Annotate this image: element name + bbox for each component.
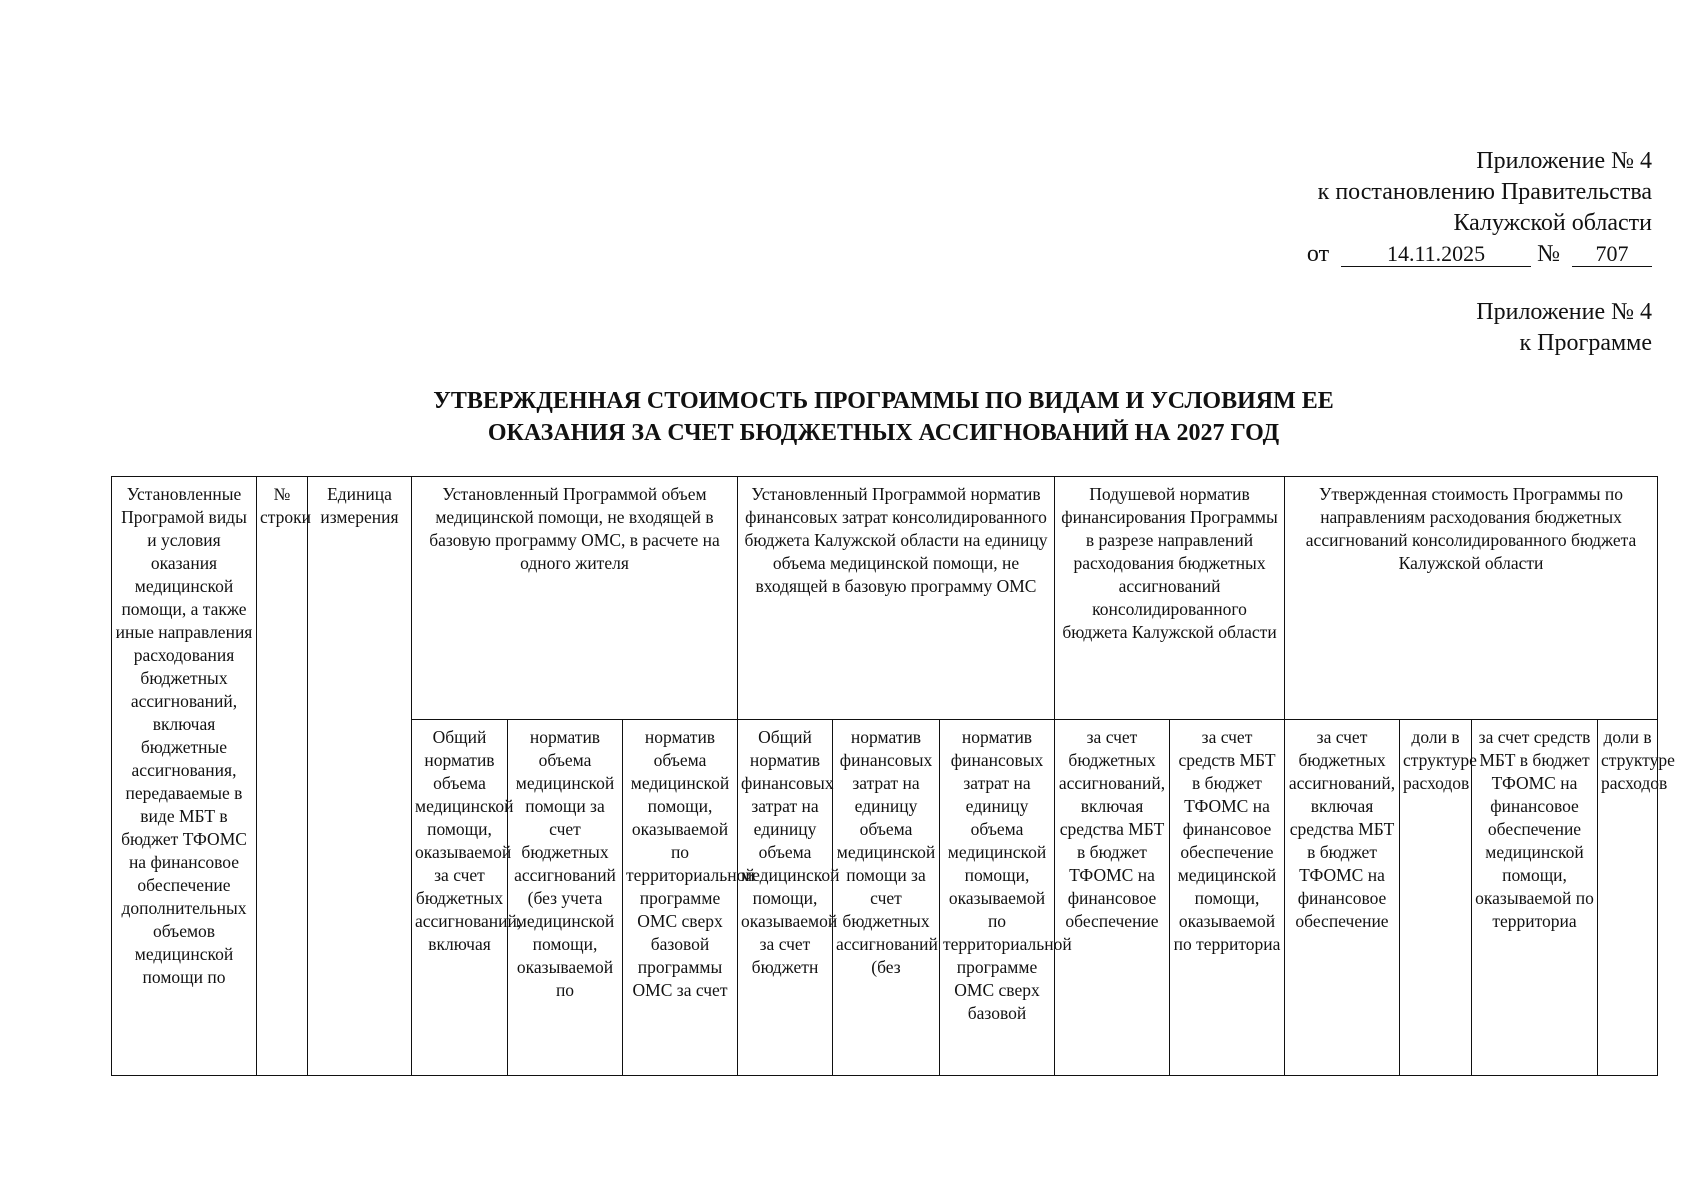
program-appendix-subtitle: к Программе: [1519, 330, 1652, 356]
appendix-header: [1307, 146, 1652, 270]
sub-cost-oms: норматив финансовых затрат на единицу объема медицинской помощи, оказываемой по территориальной программе ОМС сверх базовой: [940, 720, 1055, 1076]
appendix-label: Приложение № 4: [1476, 148, 1652, 174]
cost-table: [111, 476, 1675, 1076]
col-types-header: Установленные Програмой виды и условия оказания медицинской помощи, а также иные направления расходования бюджетных ассигнований, включая бюджетные ассигнования, передаваемые в виде МБТ в бюджет ТФОМС на финансовое обеспечение дополнительных объемов медицинской помощи по: [112, 477, 257, 1076]
resolution-date: 14.11.2025: [1341, 242, 1531, 267]
table-header-row: [112, 477, 1658, 720]
col-row-number-header: № строки: [257, 477, 308, 1076]
sub-total-mbt-share: доли в структуре расходов: [1598, 720, 1658, 1076]
program-appendix-label: Приложение № 4: [1476, 299, 1652, 325]
title-line-2: ОКАЗАНИЯ ЗА СЧЕТ БЮДЖЕТНЫХ АССИГНОВАНИЙ НА 2027 ГОД: [487, 420, 1280, 446]
sub-volume-oms: норматив объема медицинской помощи, оказываемой по территориальной программе ОМС сверх базовой программы ОМС за счет: [623, 720, 738, 1076]
sub-total-mbt: за счет средств МБТ в бюджет ТФОМС на финансовое обеспечение медицинской помощи, оказываемой по территориа: [1472, 720, 1598, 1076]
sub-volume-budget: норматив объема медицинской помощи за счет бюджетных ассигнований (без учета медицинской помощи, оказываемой по: [508, 720, 623, 1076]
resolution-number: 707: [1572, 242, 1652, 267]
title-line-1: УТВЕРЖДЕННАЯ СТОИМОСТЬ ПРОГРАММЫ ПО ВИДАМ И УСЛОВИЯМ ЕЕ: [433, 388, 1334, 414]
document-title: [110, 385, 1657, 449]
number-sign: №: [1537, 241, 1560, 267]
group-total-header: Утвержденная стоимость Программы по направлениям расходования бюджетных ассигнований консолидированного бюджета Калужской области: [1285, 477, 1658, 720]
sub-total-budget: за счет бюджетных ассигнований, включая средства МБТ в бюджет ТФОМС на финансовое обеспечение: [1285, 720, 1400, 1076]
sub-cost-budget: норматив финансовых затрат на единицу объема медицинской помощи за счет бюджетных ассигнований (без: [833, 720, 940, 1076]
sub-cost-total: Общий норматив финансовых затрат на единицу объема медицинской помощи, оказываемой за счет бюджетн: [738, 720, 833, 1076]
region-line: Калужской области: [1453, 210, 1652, 236]
sub-total-budget-share: доли в структуре расходов: [1400, 720, 1472, 1076]
col-unit-header: Единица измерения: [308, 477, 412, 1076]
sub-per-capita-mbt: за счет средств МБТ в бюджет ТФОМС на финансовое обеспечение медицинской помощи, оказываемой по территориа: [1170, 720, 1285, 1076]
sub-volume-total: Общий норматив объема медицинской помощи, оказываемой за счет бюджетных ассигнований, включая: [412, 720, 508, 1076]
signature-line: [1307, 239, 1652, 270]
sub-per-capita-budget: за счет бюджетных ассигнований, включая средства МБТ в бюджет ТФОМС на финансовое обеспечение: [1055, 720, 1170, 1076]
resolution-line: к постановлению Правительства: [1317, 179, 1652, 205]
group-volume-header: Установленный Программой объем медицинской помощи, не входящей в базовую программу ОМС, в расчете на одного жителя: [412, 477, 738, 720]
program-appendix: [1476, 297, 1652, 359]
group-cost-header: Установленный Программой норматив финансовых затрат консолидированного бюджета Калужской области на единицу объема медицинской помощи, не входящей в базовую программу ОМС: [738, 477, 1055, 720]
group-per-capita-header: Подушевой норматив финансирования Программы в разрезе направлений расходования бюджетных ассигнований консолидированного бюджета Калужской области: [1055, 477, 1285, 720]
from-label: от: [1306, 241, 1330, 267]
